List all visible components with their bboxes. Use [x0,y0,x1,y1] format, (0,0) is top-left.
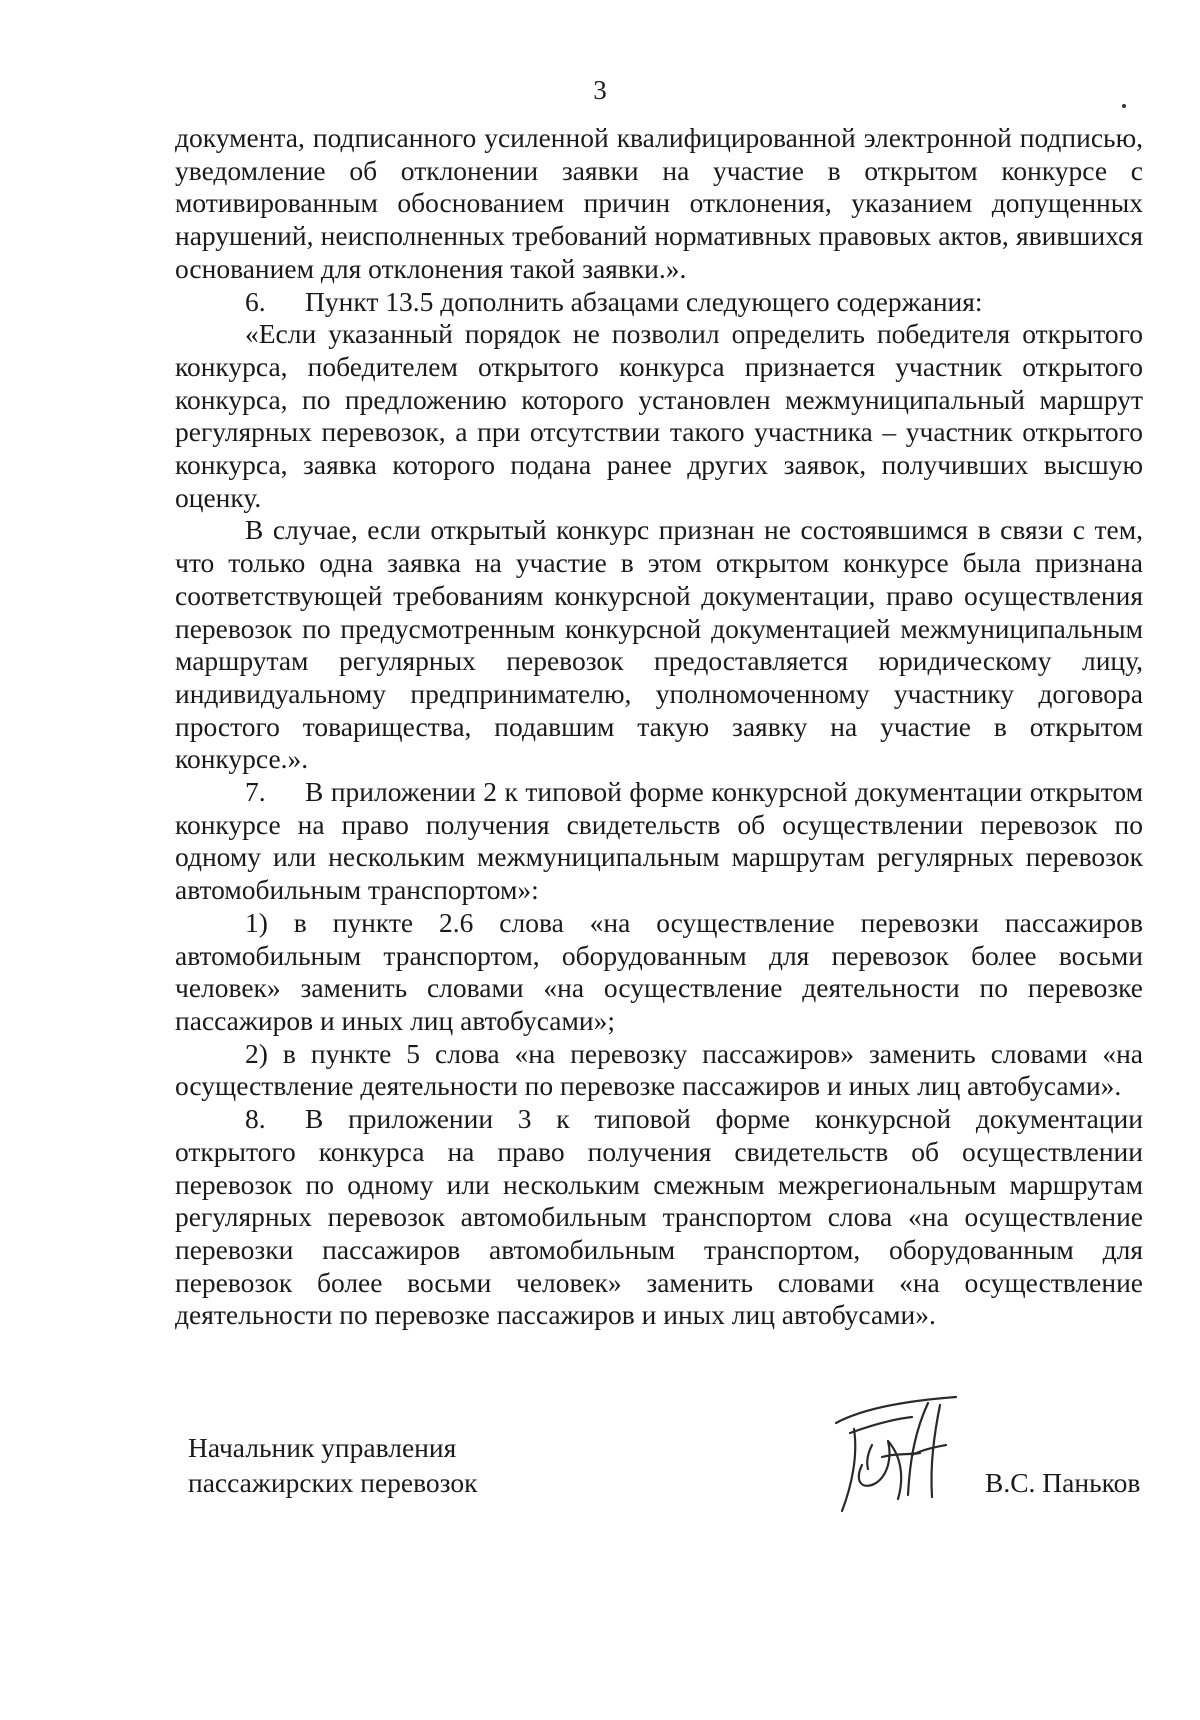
item-number: 8. [245,1103,266,1135]
paragraph-subitem-1: 1) в пункте 2.6 слова «на осуществление перевозки пассажиров автомобильным транспортом, оборудованным для перевозок более восьми человек» заменить словами «на осуществление деятельности по перевозке пассажиров и иных лиц автобусами»; [175,906,1143,1036]
signer-name: В.С. Паньков [985,1467,1141,1498]
item-text: В приложении 3 к типовой форме конкурсной документации открытого конкурса на право получения свидетельств об осуществлении перевозок по одному или нескольким смежным межрегиональным маршрутам регулярных перевозок автомобильным транспортом слова «на осуществление перевозки пассажиров автомобильным транспортом, оборудованным для перевозок более восьми человек» заменить словами «на осуществление деятельности по перевозке пассажиров и иных лиц автобусами». [175,1103,1143,1331]
paragraph-item-8 [175,1103,1143,1332]
paragraph-quote-2: В случае, если открытый конкурс признан не состоявшимся в связи с тем, что только одна заявка на участие в этом открытом конкурсе была признана соответствующей требованиям конкурсной документации, право осуществления перевозок по предусмотренным конкурсной документацией межмуниципальным маршрутам регулярных перевозок предоставляется юридическому лицу, индивидуальному предпринимателю, уполномоченному участнику договора простого товарищества, подавшим такую заявку на участие в открытом конкурсе.». [175,514,1143,775]
item-text: Пункт 13.5 дополнить абзацами следующего содержания: [305,285,983,317]
document-body [175,122,1143,1332]
signer-position-line1: Начальник управления [188,1432,457,1463]
signer-position-line2: пассажирских перевозок [188,1467,478,1498]
corner-dot [1122,104,1126,108]
paragraph-quote-1: «Если указанный порядок не позволил определить победителя открытого конкурса, победителем открытого конкурса признается участник открытого конкурса, по предложению которого установлен межмуниципальный маршрут регулярных перевозок, а при отсутствии такого участника – участник открытого конкурса, заявка которого подана ранее других заявок, получивших высшую оценку. [175,318,1143,513]
signer-position [188,1430,478,1500]
paragraph-continuation: документа, подписанного усиленной квалифицированной электронной подписью, уведомление об отклонении заявки на участие в открытом конкурсе с мотивированным обоснованием причин отклонения, указанием допущенных нарушений, неисполненных требований нормативных правовых актов, явившихся основанием для отклонения такой заявки.». [175,122,1143,284]
item-number: 7. [245,776,266,808]
paragraph-item-6 [175,286,1143,319]
page-number: 3 [593,75,607,105]
item-number: 6. [245,285,266,317]
paragraph-subitem-2: 2) в пункте 5 слова «на перевозку пассажиров» заменить словами «на осуществление деятельности по перевозке пассажиров и иных лиц автобусами». [175,1037,1143,1102]
handwritten-signature-icon [832,1395,962,1515]
item-text: В приложении 2 к типовой форме конкурсной документации открытом конкурсе на право получения свидетельств об осуществлении перевозок по одному или нескольким межмуниципальным маршрутам регулярных перевозок автомобильным транспортом»: [175,776,1143,906]
paragraph-item-7 [175,776,1143,907]
